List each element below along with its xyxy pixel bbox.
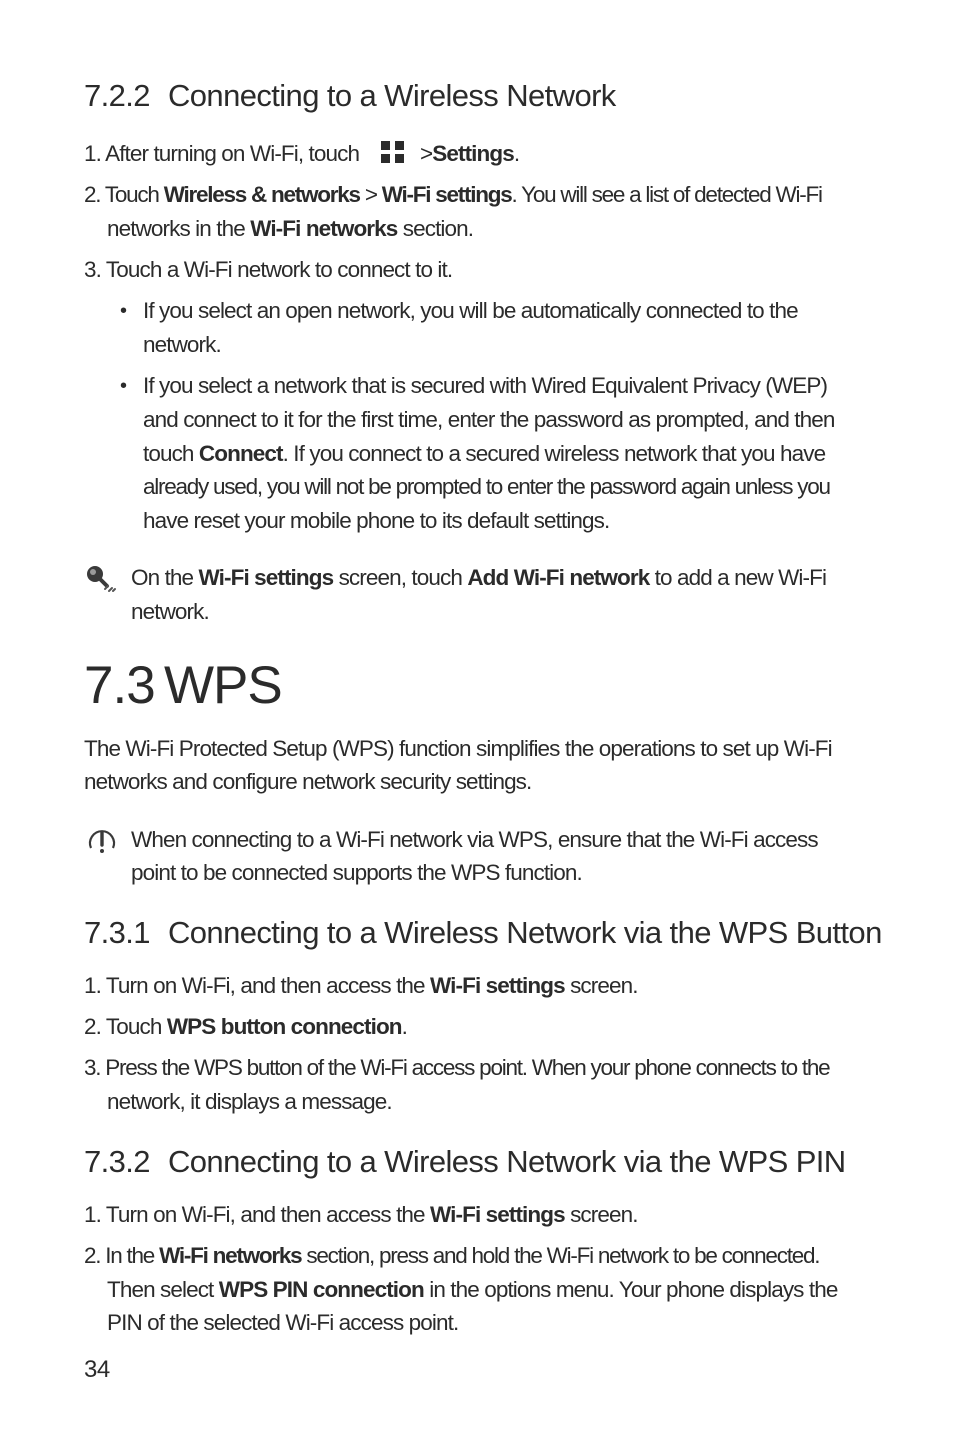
- bold-wifi-settings: Wi-Fi settings: [430, 973, 565, 998]
- tip-line-2: network.: [131, 599, 209, 624]
- bold-wifi-settings: Wi-Fi settings: [430, 1202, 565, 1227]
- step-text: Press the WPS button of the Wi-Fi access point. When your phone connects to the: [105, 1055, 830, 1080]
- step-text: Touch: [105, 1014, 162, 1039]
- step-text: Turn on Wi-Fi, and then access the: [105, 1202, 425, 1227]
- step-text: Turn on Wi-Fi, and then access the: [105, 973, 425, 998]
- tip-text: to add a new Wi-Fi: [654, 565, 827, 590]
- bold-wifi-settings: Wi-Fi settings: [381, 182, 512, 207]
- step-number: 2.: [84, 182, 101, 207]
- wps-pin-step-2: [84, 1239, 819, 1273]
- step-text: screen.: [570, 973, 638, 998]
- tip-line-1: [131, 561, 826, 595]
- tip-bulb-icon: [84, 563, 118, 595]
- section-heading-7-3-2: [84, 1144, 846, 1180]
- tip-text: screen, touch: [338, 565, 462, 590]
- step-number: 3.: [84, 1055, 101, 1080]
- separator: >: [364, 182, 377, 207]
- wps-pin-step-2-line-2: [107, 1273, 837, 1307]
- bullet-1-line-2: network.: [143, 332, 221, 357]
- punct: .: [513, 141, 520, 166]
- bold-add-wifi-network: Add Wi-Fi network: [467, 565, 650, 590]
- bullet-2-line-4: already used, you will not be prompted to enter the password again unless you: [143, 474, 830, 499]
- bullet-text: . If you connect to a secured wireless network that you have: [282, 441, 826, 466]
- step-3: [84, 253, 452, 287]
- step-text: . You will see a list of detected Wi-Fi: [511, 182, 822, 207]
- wps-button-step-3: [84, 1051, 829, 1085]
- wps-button-step-3-line-2: network, it displays a message.: [107, 1089, 392, 1114]
- step-text: Then select: [107, 1277, 214, 1302]
- bold-wps-pin-connection: WPS PIN connection: [218, 1277, 424, 1302]
- step-text: in the options menu. Your phone displays the: [429, 1277, 838, 1302]
- wps-intro-line-1: The Wi-Fi Protected Setup (WPS) function simplifies the operations to set up Wi-Fi: [84, 736, 832, 761]
- bold-wifi-settings: Wi-Fi settings: [198, 565, 334, 590]
- bold-wireless-networks: Wireless & networks: [163, 182, 360, 207]
- section-heading-7-3-1: [84, 915, 882, 951]
- bullet-text: touch: [143, 441, 194, 466]
- bold-wifi-networks: Wi-Fi networks: [159, 1243, 302, 1268]
- step-number: 1.: [84, 141, 101, 166]
- section-title: Connecting to a Wireless Network: [168, 78, 616, 113]
- step-number: 2.: [84, 1014, 101, 1039]
- section-number: 7.3.2: [84, 1144, 150, 1179]
- caution-line-1: When connecting to a Wi-Fi network via WPS, ensure that the Wi-Fi access: [131, 827, 818, 852]
- step-number: 1.: [84, 973, 101, 998]
- step-number: 3.: [84, 257, 101, 282]
- wps-button-step-2: [84, 1010, 407, 1044]
- bullet-2-line-2: and connect to it for the first time, enter the password as prompted, and then: [143, 407, 835, 432]
- wps-pin-step-2-line-3: PIN of the selected Wi-Fi access point.: [107, 1310, 459, 1335]
- bullet-2-line-5: have reset your mobile phone to its default settings.: [143, 508, 610, 533]
- page-number: 34: [84, 1356, 110, 1383]
- bold-wps-button-connection: WPS button connection: [166, 1014, 402, 1039]
- wps-button-step-1: [84, 969, 638, 1003]
- section-heading-7-2-2: [84, 78, 616, 114]
- bullet-symbol: •: [120, 375, 127, 397]
- section-number: 7.3.1: [84, 915, 150, 950]
- section-number: 7.3: [84, 656, 155, 715]
- section-title: Connecting to a Wireless Network via the WPS PIN: [168, 1144, 846, 1179]
- step-number: 2.: [84, 1243, 101, 1268]
- caution-line-2: point to be connected supports the WPS function.: [131, 860, 582, 885]
- step-text: In the: [105, 1243, 155, 1268]
- caution-icon: [86, 826, 118, 856]
- app-grid-icon: [380, 140, 406, 164]
- step-number: 1.: [84, 1202, 101, 1227]
- step-1-tail: [420, 137, 519, 171]
- step-text: section.: [402, 216, 474, 241]
- bullet-1-line-1: If you select an open network, you will be automatically connected to the: [143, 298, 798, 323]
- step-text: After turning on Wi-Fi, touch: [105, 141, 360, 166]
- wps-pin-step-1: [84, 1198, 638, 1232]
- step-text: Touch a Wi-Fi network to connect to it.: [105, 257, 453, 282]
- bullet-symbol: •: [120, 300, 127, 322]
- step-2: [84, 178, 822, 212]
- bullet-2-line-3: [143, 437, 825, 471]
- tip-text: On the: [131, 565, 194, 590]
- bold-settings: Settings: [432, 141, 514, 166]
- step-text: Touch: [104, 182, 159, 207]
- step-text: screen.: [570, 1202, 638, 1227]
- step-text: networks in the: [107, 216, 245, 241]
- section-heading-7-3: [84, 655, 282, 716]
- separator: >: [420, 141, 433, 166]
- wps-intro-line-2: networks and configure network security settings.: [84, 769, 532, 794]
- section-title: Connecting to a Wireless Network via the WPS Button: [168, 915, 882, 950]
- step-text: section, press and hold the Wi-Fi network to be connected.: [306, 1243, 820, 1268]
- punct: .: [401, 1014, 408, 1039]
- bullet-2-line-1: If you select a network that is secured with Wired Equivalent Privacy (WEP): [143, 373, 828, 398]
- step-2-line-2: [107, 212, 473, 246]
- step-1: [84, 137, 359, 171]
- section-title: WPS: [164, 656, 282, 715]
- bold-wifi-networks: Wi-Fi networks: [250, 216, 398, 241]
- bold-connect: Connect: [198, 441, 283, 466]
- section-number: 7.2.2: [84, 78, 150, 113]
